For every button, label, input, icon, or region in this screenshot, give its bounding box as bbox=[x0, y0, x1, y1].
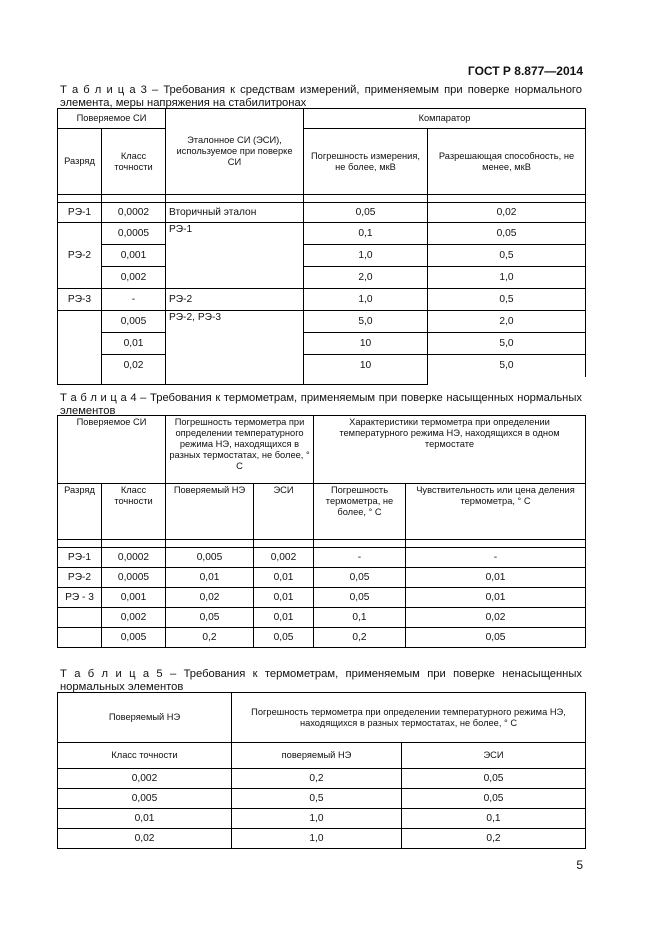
t3-rank: РЭ-1 bbox=[58, 203, 102, 223]
t5-esi: 0,2 bbox=[402, 829, 586, 849]
t4-err: 0,2 bbox=[314, 628, 406, 648]
t4-esi: 0,01 bbox=[254, 588, 314, 608]
table-row bbox=[58, 267, 586, 289]
t4-rank: РЭ - 3 bbox=[58, 588, 102, 608]
t4-rank: РЭ-2 bbox=[58, 568, 102, 588]
t4-ne: 0,01 bbox=[166, 568, 254, 588]
table-row bbox=[58, 289, 586, 311]
t3-class: - bbox=[102, 289, 166, 311]
t4-esi: 0,05 bbox=[254, 628, 314, 648]
t4-class: 0,002 bbox=[102, 608, 166, 628]
t3-class: 0,01 bbox=[102, 333, 166, 355]
t4-ne: 0,005 bbox=[166, 548, 254, 568]
t3-class: 0,0002 bbox=[102, 203, 166, 223]
t5-h-ne: поверяемый НЭ bbox=[232, 743, 402, 769]
t4-ne: 0,02 bbox=[166, 588, 254, 608]
t4-ne: 0,2 bbox=[166, 628, 254, 648]
t3-error: 10 bbox=[304, 355, 428, 377]
t4-h-esi: ЭСИ bbox=[254, 484, 314, 540]
t4-class: 0,0005 bbox=[102, 568, 166, 588]
t3-res: 5,0 bbox=[428, 333, 586, 355]
t4-rank: РЭ-1 bbox=[58, 548, 102, 568]
t3-etalon: Вторичный эталон bbox=[166, 203, 304, 223]
table-row bbox=[58, 245, 586, 267]
t3-res: 0,5 bbox=[428, 289, 586, 311]
table5 bbox=[57, 692, 586, 849]
t5-h-class: Класс точности bbox=[58, 743, 232, 769]
t4-err: 0,05 bbox=[314, 588, 406, 608]
t3-error: 0,1 bbox=[304, 223, 428, 245]
t3-etalon: РЭ-2 bbox=[166, 289, 304, 311]
t5-esi: 0,1 bbox=[402, 809, 586, 829]
t4-sens: 0,01 bbox=[406, 568, 586, 588]
t4-h-verified: Поверяемое СИ bbox=[58, 416, 166, 484]
t4-esi: 0,01 bbox=[254, 568, 314, 588]
t4-sens: - bbox=[406, 548, 586, 568]
t4-h-class: Класс точности bbox=[102, 484, 166, 540]
table-row bbox=[58, 769, 586, 789]
table-row bbox=[58, 333, 586, 355]
t4-rank bbox=[58, 608, 102, 628]
t3-res: 0,5 bbox=[428, 245, 586, 267]
t4-err: 0,05 bbox=[314, 568, 406, 588]
table-row bbox=[58, 608, 586, 628]
t5-ne: 0,2 bbox=[232, 769, 402, 789]
t4-ne: 0,05 bbox=[166, 608, 254, 628]
table3 bbox=[57, 108, 586, 385]
page-number: 5 bbox=[576, 858, 583, 872]
t3-class: 0,0005 bbox=[102, 223, 166, 245]
t4-sens: 0,01 bbox=[406, 588, 586, 608]
t5-ne: 1,0 bbox=[232, 809, 402, 829]
t5-class: 0,005 bbox=[58, 789, 232, 809]
table-row bbox=[58, 568, 586, 588]
table-row bbox=[58, 809, 586, 829]
table-row bbox=[58, 628, 586, 648]
t5-class: 0,02 bbox=[58, 829, 232, 849]
t5-class: 0,01 bbox=[58, 809, 232, 829]
table-row bbox=[58, 829, 586, 849]
table-row bbox=[58, 311, 586, 333]
t3-rank: РЭ-3 bbox=[58, 289, 102, 311]
table4-caption: Т а б л и ц а 4 – Требования к термометрам, применяемым при поверке насыщенных нормальных элементов bbox=[60, 392, 582, 417]
t3-error: 2,0 bbox=[304, 267, 428, 289]
table4 bbox=[57, 415, 586, 648]
t3-class: 0,02 bbox=[102, 355, 166, 377]
t3-h-rank: Разряд bbox=[58, 129, 102, 195]
t4-esi: 0,01 bbox=[254, 608, 314, 628]
t3-class: 0,001 bbox=[102, 245, 166, 267]
t4-h-diff: Погрешность термометра при определении температурного режима НЭ, находящихся в разных термостатах, не более, ° С bbox=[166, 416, 314, 484]
t4-h-same: Характеристики термометра при определении температурного режима НЭ, находящихся в одном термостате bbox=[314, 416, 586, 484]
t5-h-err: Погрешность термометра при определении температурного режима НЭ, находящихся в разных термостатах, не более, ° С bbox=[232, 693, 586, 743]
t4-class: 0,005 bbox=[102, 628, 166, 648]
t3-res: 1,0 bbox=[428, 267, 586, 289]
t5-class: 0,002 bbox=[58, 769, 232, 789]
t4-h-rank: Разряд bbox=[58, 484, 102, 540]
t5-h-verified: Поверяемый НЭ bbox=[58, 693, 232, 743]
t3-res: 2,0 bbox=[428, 311, 586, 333]
t5-esi: 0,05 bbox=[402, 769, 586, 789]
t3-rank bbox=[58, 311, 102, 385]
t4-class: 0,0002 bbox=[102, 548, 166, 568]
t3-error: 0,05 bbox=[304, 203, 428, 223]
table-row bbox=[58, 789, 586, 809]
t3-res: 0,02 bbox=[428, 203, 586, 223]
standard-number: ГОСТ Р 8.877—2014 bbox=[467, 64, 583, 78]
t3-h-etalon: Эталонное СИ (ЭСИ), используемое при поверке СИ bbox=[166, 109, 304, 195]
t3-etalon: РЭ-1 bbox=[166, 223, 304, 289]
t3-error: 10 bbox=[304, 333, 428, 355]
t4-err: 0,1 bbox=[314, 608, 406, 628]
t5-ne: 1,0 bbox=[232, 829, 402, 849]
t3-res: 0,05 bbox=[428, 223, 586, 245]
t3-h-class: Класс точности bbox=[102, 129, 166, 195]
t3-h-resolution: Разрешающая способность, не менее, мкВ bbox=[428, 129, 586, 195]
t3-rank: РЭ-2 bbox=[58, 223, 102, 289]
table-row bbox=[58, 203, 586, 223]
t5-ne: 0,5 bbox=[232, 789, 402, 809]
t3-h-verified: Поверяемое СИ bbox=[58, 109, 166, 129]
t4-rank bbox=[58, 628, 102, 648]
t4-sens: 0,05 bbox=[406, 628, 586, 648]
t4-h-err: Погрешность термометра, не более, ° С bbox=[314, 484, 406, 540]
t3-error: 1,0 bbox=[304, 289, 428, 311]
t3-res: 5,0 bbox=[428, 355, 586, 377]
table-row bbox=[58, 223, 586, 245]
t4-h-ne: Поверяемый НЭ bbox=[166, 484, 254, 540]
table3-caption: Т а б л и ц а 3 – Требования к средствам измерений, применяемым при поверке нормального элемента, меры напряжения на стабилитронах bbox=[60, 84, 582, 109]
table5-caption: Т а б л и ц а 5 – Требования к термометрам, применяемым при поверке ненасыщенных нормальных элементов bbox=[60, 668, 582, 693]
t5-esi: 0,05 bbox=[402, 789, 586, 809]
t3-h-comparator: Компаратор bbox=[304, 109, 586, 129]
t4-sens: 0,02 bbox=[406, 608, 586, 628]
t3-etalon: РЭ-2, РЭ-3 bbox=[166, 311, 304, 385]
t3-error: 1,0 bbox=[304, 245, 428, 267]
t3-h-error: Погрешность измерения, не более, мкВ bbox=[304, 129, 428, 195]
t3-class: 0,002 bbox=[102, 267, 166, 289]
table-row bbox=[58, 588, 586, 608]
t4-class: 0,001 bbox=[102, 588, 166, 608]
table-row bbox=[58, 548, 586, 568]
t3-error: 5,0 bbox=[304, 311, 428, 333]
t4-err: - bbox=[314, 548, 406, 568]
t3-class: 0,005 bbox=[102, 311, 166, 333]
table-row bbox=[58, 355, 586, 377]
t4-esi: 0,002 bbox=[254, 548, 314, 568]
t4-h-sens: Чувствительность или цена деления термометра, ° С bbox=[406, 484, 586, 540]
t5-h-esi: ЭСИ bbox=[402, 743, 586, 769]
